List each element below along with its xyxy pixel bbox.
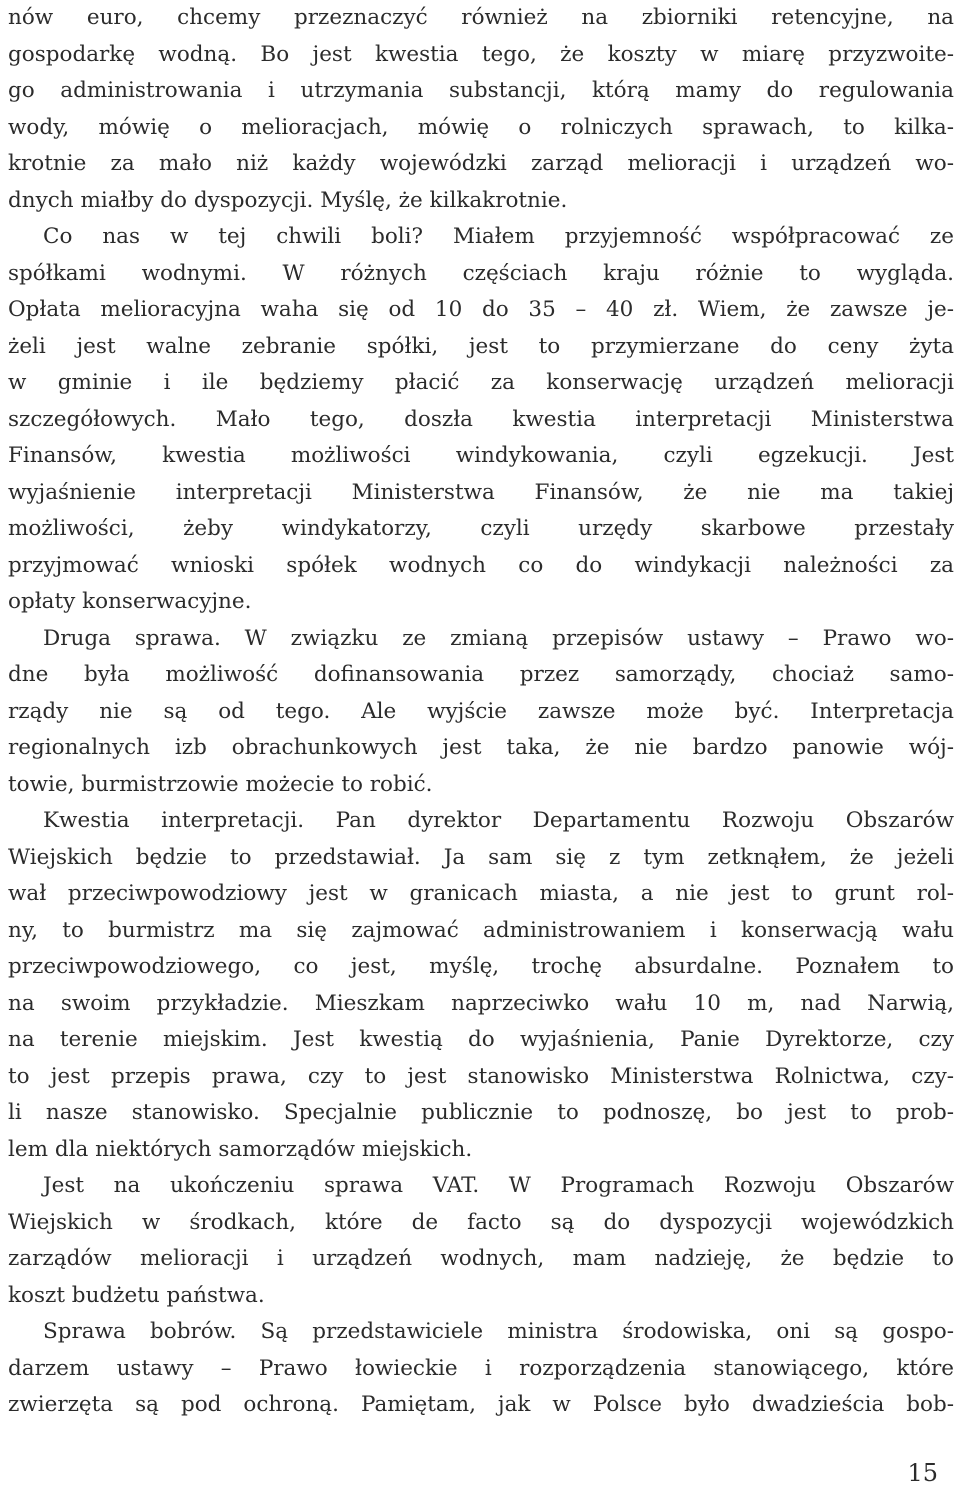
- text-line-15: możliwości, żeby windykatorzy, czyli urzędy skarbowe przestały: [8, 516, 954, 541]
- text-line-4: wody, mówię o melioracjach, mówię o rolniczych sprawach, to kilka-: [8, 114, 954, 140]
- body-text: [8, 0, 954, 1424]
- text-line-6: dnych miałby do dyspozycji. Myślę, że kilkakrotnie.: [8, 187, 568, 213]
- text-line-21: regionalnych izb obrachunkowych jest taka, że nie bardzo panowie wój-: [8, 735, 954, 760]
- text-line-24: Wiejskich będzie to przedstawiał. Ja sam się z tym zetknąłem, że jeżeli: [8, 844, 954, 870]
- text-line-34: Wiejskich w środkach, które de facto są do dyspozycji wojewódzkich: [8, 1209, 954, 1235]
- text-line-23: Kwestia interpretacji. Pan dyrektor Departamentu Rozwoju Obszarów: [43, 808, 954, 833]
- text-line-18: Druga sprawa. W związku ze zmianą przepisów ustawy – Prawo wo-: [43, 625, 954, 651]
- text-line-29: na terenie miejskim. Jest kwestią do wyjaśnienia, Panie Dyrektorze, czy: [8, 1027, 954, 1052]
- text-line-33: Jest na ukończeniu sprawa VAT. W Programach Rozwoju Obszarów: [43, 1173, 954, 1198]
- text-line-36: koszt budżetu państwa.: [8, 1282, 265, 1308]
- text-line-11: w gminie i ile będziemy płacić za konserwację urządzeń melioracji: [8, 370, 954, 395]
- text-line-37: Sprawa bobrów. Są przedstawiciele ministra środowiska, oni są gospo-: [43, 1319, 954, 1344]
- text-line-22: towie, burmistrzowie możecie to robić.: [8, 771, 433, 797]
- text-line-27: przeciwpowodziowego, co jest, myślę, trochę absurdalne. Poznałem to: [8, 954, 954, 979]
- text-line-12: szczegółowych. Mało tego, doszła kwestia interpretacji Ministerstwa: [8, 406, 954, 432]
- text-line-35: zarządów melioracji i urządzeń wodnych, mam nadzieję, że będzie to: [8, 1246, 954, 1271]
- text-line-19: dne była możliwość dofinansowania przez samorządy, chociaż samo-: [8, 662, 954, 687]
- text-line-31: li nasze stanowisko. Specjalnie publicznie to podnoszę, bo jest to prob-: [8, 1100, 954, 1125]
- text-line-14: wyjaśnienie interpretacji Ministerstwa Finansów, że nie ma takiej: [8, 479, 954, 505]
- text-line-1: nów euro, chcemy przeznaczyć również na zbiorniki retencyjne, na: [8, 5, 954, 30]
- page-number: 15: [907, 1459, 938, 1487]
- text-line-5: krotnie za mało niż każdy wojewódzki zarząd melioracji i urządzeń wo-: [8, 151, 954, 176]
- text-line-2: gospodarkę wodną. Bo jest kwestia tego, że koszty w miarę przyzwoite-: [8, 41, 954, 67]
- text-line-26: ny, to burmistrz ma się zajmować administrowaniem i konserwacją wału: [8, 917, 954, 943]
- text-line-25: wał przeciwpowodziowy jest w granicach miasta, a nie jest to grunt rol-: [8, 881, 954, 906]
- text-line-8: spółkami wodnymi. W różnych częściach kraju różnie to wygląda.: [8, 260, 954, 286]
- text-line-10: żeli jest walne zebranie spółki, jest to przymierzane do ceny żyta: [8, 333, 954, 359]
- text-line-16: przyjmować wnioski spółek wodnych co do windykacji należności za: [8, 552, 954, 578]
- text-line-30: to jest przepis prawa, czy to jest stanowisko Ministerstwa Rolnictwa, czy-: [8, 1063, 954, 1089]
- text-line-32: lem dla niektórych samorządów miejskich.: [8, 1136, 473, 1162]
- text-line-38: darzem ustawy – Prawo łowieckie i rozporządzenia stanowiącego, które: [8, 1355, 954, 1381]
- text-line-20: rządy nie są od tego. Ale wyjście zawsze może być. Interpretacja: [8, 698, 954, 724]
- text-line-17: opłaty konserwacyjne.: [8, 589, 252, 614]
- text-line-9: Opłata melioracyjna waha się od 10 do 35 – 40 zł. Wiem, że zawsze je-: [8, 297, 954, 322]
- text-line-13: Finansów, kwestia możliwości windykowania, czyli egzekucji. Jest: [8, 443, 954, 468]
- text-line-28: na swoim przykładzie. Mieszkam naprzeciwko wału 10 m, nad Narwią,: [8, 990, 954, 1016]
- text-line-3: go administrowania i utrzymania substancji, którą mamy do regulowania: [8, 78, 954, 103]
- text-line-39: zwierzęta są pod ochroną. Pamiętam, jak w Polsce było dwadzieścia bob-: [8, 1392, 954, 1417]
- text-line-7: Co nas w tej chwili boli? Miałem przyjemność współpracować ze: [43, 224, 954, 249]
